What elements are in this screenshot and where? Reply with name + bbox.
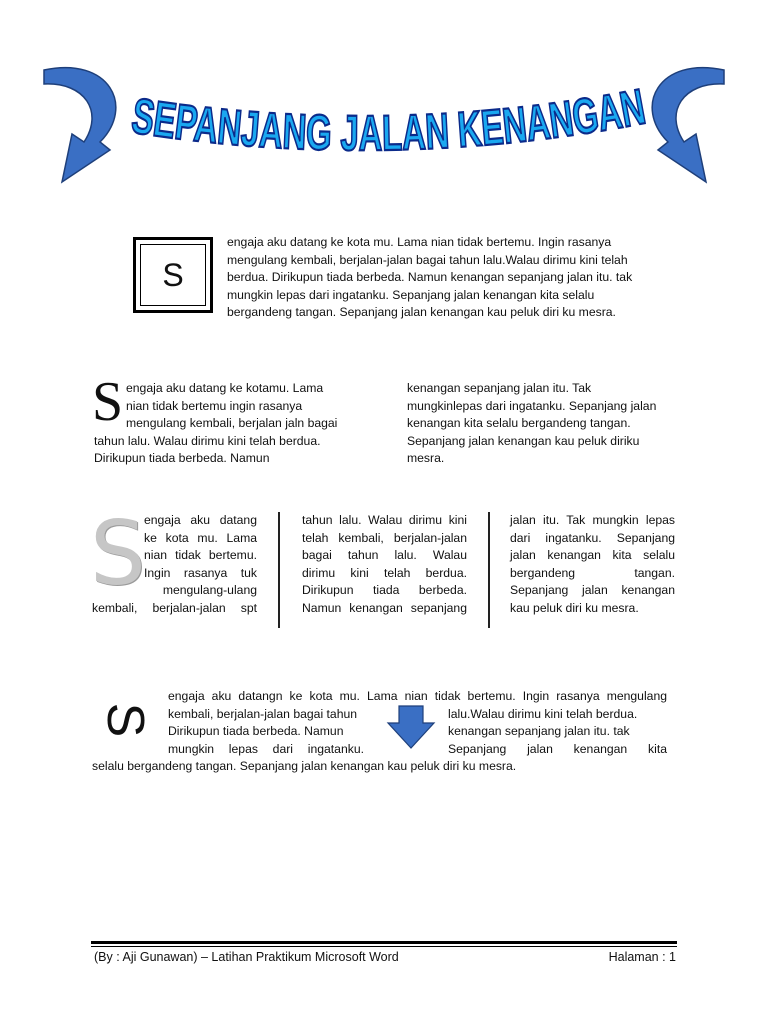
section3-line: jalan kenangan kita selalu: [510, 548, 675, 562]
section3-line: ke kota mu. Lama: [144, 530, 257, 545]
section3-line: telah kembali, berjalan-jalan: [302, 530, 467, 545]
section4-line-right: lalu.Walau dirimu kini telah berdua.: [448, 706, 638, 721]
section2-line: mengulang kembali, berjalan jaln bagai: [126, 416, 338, 430]
footer-rule-thin: [91, 946, 677, 947]
section2-line: kenangan kita selalu bergandeng tangan.: [407, 416, 631, 430]
section3-line: nian tidak bertemu.: [144, 548, 257, 562]
section3-line: dari ingatanku. Sepanjang: [510, 530, 675, 545]
section1-drop-cap-box: [133, 237, 213, 313]
section2-line: mungkinlepas dari ingatanku. Sepanjang jalan: [407, 398, 657, 413]
section3-line: Dirikupun tiada berbeda.: [302, 583, 467, 597]
section4-paragraph: [92, 688, 667, 776]
section4-line: selalu bergandeng tangan. Sepanjang jalan kenangan kau peluk diri ku mesra.: [92, 759, 517, 773]
section1-drop-cap: S: [140, 244, 206, 306]
section3-line: Namun kenangan sepanjang: [302, 600, 467, 615]
section3-line: dirimu kini telah berdua.: [302, 565, 467, 580]
section2-line: kenangan sepanjang jalan itu. Tak: [407, 381, 592, 395]
section1-line: mengulang kembali, berjalan-jalan bagai tahun lalu.Walau dirimu kini telah: [227, 252, 628, 267]
section2-line: tahun lalu. Walau dirimu kini telah berdua.: [94, 433, 321, 448]
section3-column-1: [90, 502, 257, 617]
section2-line: Sepanjang jalan kenangan kau peluk diriku: [407, 433, 640, 448]
section3-column-3: [510, 512, 675, 617]
section4-line-left: kembali, berjalan-jalan bagai tahun: [168, 706, 358, 721]
column-divider: [488, 512, 490, 628]
section2-column-2: [407, 380, 677, 468]
section2-column-1: [94, 380, 364, 468]
section4-line: engaja aku datangn ke kota mu. Lama nian tidak bertemu. Ingin rasanya mengulang: [168, 689, 667, 703]
section3-line: tahun lalu. Walau dirimu kini: [302, 513, 467, 527]
footer-page-number: Halaman : 1: [608, 950, 676, 964]
left-curved-arrow-icon: [44, 68, 116, 182]
section3-line: kau peluk diri ku mesra.: [510, 600, 639, 615]
section2-line: mesra.: [407, 451, 445, 465]
section1-paragraph: [227, 234, 667, 322]
section1-line: berdua. Dirikupun tiada berbeda. Namun kenangan sepanjang jalan itu. tak: [227, 270, 633, 284]
page-title: [128, 76, 662, 162]
section1-line: engaja aku datang ke kota mu. Lama nian tidak bertemu. Ingin rasanya: [227, 235, 612, 249]
right-curved-arrow-icon: [652, 68, 724, 182]
section4-line-right: Sepanjang jalan kenangan kita: [448, 741, 667, 756]
section4-drop-cap: S: [96, 702, 154, 738]
section2-line: nian tidak bertemu ingin rasanya: [126, 398, 303, 413]
section3-line: bergandeng tangan.: [510, 565, 675, 580]
footer-rule-thick: [91, 941, 677, 944]
section4-line-left: mungkin lepas dari ingatanku.: [168, 741, 364, 756]
footer-credit: (By : Aji Gunawan) – Latihan Praktikum Microsoft Word: [94, 950, 399, 964]
section3-line: jalan itu. Tak mungkin lepas: [510, 513, 675, 527]
section3-line: Sepanjang jalan kenangan: [510, 583, 675, 597]
section3-column-2: [302, 512, 467, 617]
section1-line: mungkin lepas dari ingatanku. Sepanjang jalan kenangan kita selalu: [227, 287, 595, 302]
section3-line: kembali, berjalan-jalan spt: [92, 600, 257, 615]
title-banner: [40, 62, 730, 192]
section2-line: Dirikupun tiada berbeda. Namun: [94, 451, 270, 465]
column-divider: [278, 512, 280, 628]
section4-line-right: kenangan sepanjang jalan itu. tak: [448, 724, 630, 738]
section2-drop-cap: S: [92, 371, 124, 433]
section3-line: mengulang-ulang: [162, 583, 257, 597]
section1-line: bergandeng tangan. Sepanjang jalan kenangan kau peluk diri ku mesra.: [227, 305, 616, 319]
section3-line: engaja aku datang: [144, 513, 257, 527]
section4-line-left: Dirikupun tiada berbeda. Namun: [168, 724, 344, 738]
section3-drop-cap: S: [90, 502, 146, 605]
page-title-text: SEPANJANG JALAN KENANGAN: [128, 76, 662, 162]
section3-line: bagai tahun lalu. Walau: [302, 548, 467, 562]
section3-line: Ingin rasanya tuk: [144, 565, 257, 580]
section2-line: engaja aku datang ke kotamu. Lama: [126, 381, 324, 395]
